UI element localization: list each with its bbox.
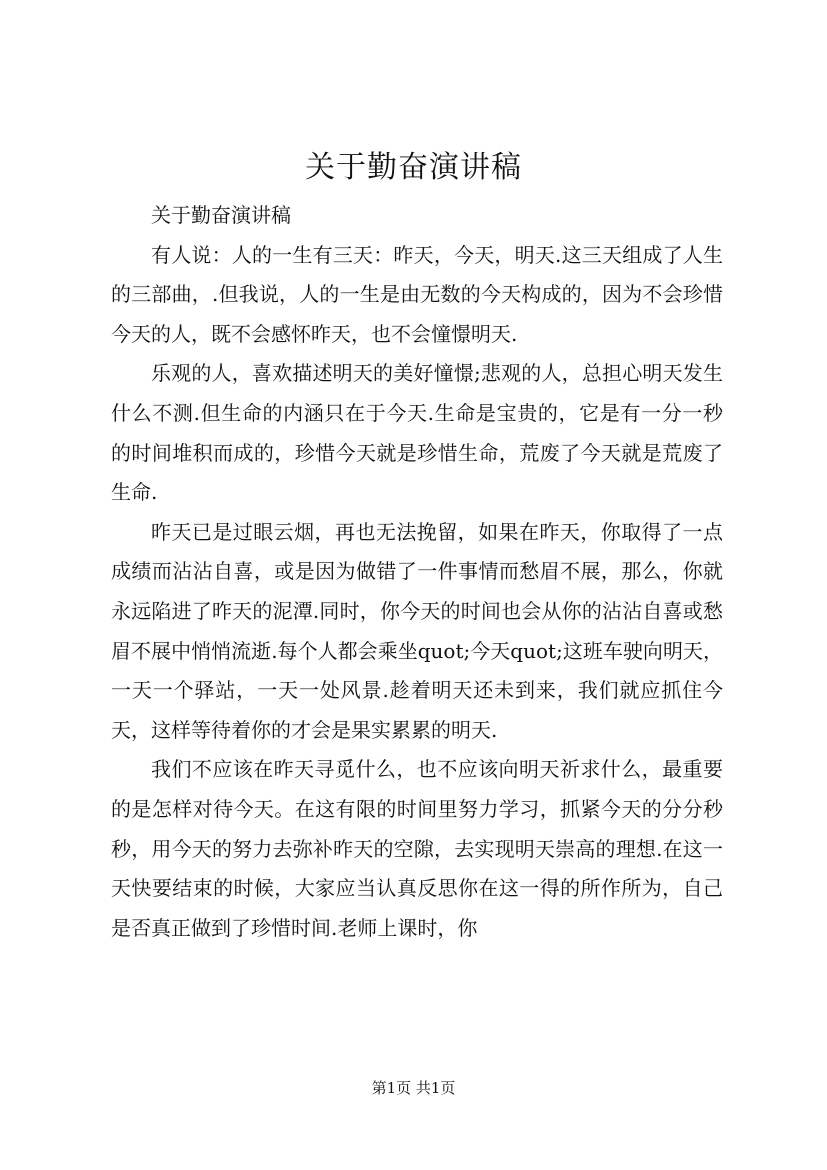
paragraph-3: 昨天已是过眼云烟，再也无法挽留，如果在昨天，你取得了一点成绩而沾沾自喜，或是因为做错了一件事情而愁眉不展，那么，你就永远陷进了昨天的泥潭.同时，你今天的时间也会从你的沾沾自喜或愁眉不展中悄悄流逝.每个人都会乘坐quot;今天quot;这班车驶向明天，一天一个驿站，一天一处风景.趁着明天还未到来，我们就应抓住今天，这样等待着你的才会是果实累累的明天. <box>111 519 723 742</box>
paragraph-1: 有人说：人的一生有三天：昨天，今天，明天.这三天组成了人生的三部曲，.但我说，人的一生是由无数的今天构成的，因为不会珍惜今天的人，既不会感怀昨天，也不会憧憬明天. <box>111 242 723 346</box>
paragraph-4: 我们不应该在昨天寻觅什么，也不应该向明天祈求什么，最重要的是怎样对待今天。在这有限的时间里努力学习，抓紧今天的分分秒秒，用今天的努力去弥补昨天的空隙，去实现明天崇高的理想.在这一天快要结束的时候，大家应当认真反思你在这一得的所作所为，自己是否真正做到了珍惜时间.老师上课时，你 <box>111 757 723 940</box>
document-body <box>111 196 723 948</box>
page-footer: 第1页 共1页 <box>371 1079 456 1097</box>
paragraph-subtitle: 关于勤奋演讲稿 <box>151 203 291 227</box>
paragraph-2: 乐观的人，喜欢描述明天的美好憧憬;悲观的人，总担心明天发生什么不测.但生命的内涵只在于今天.生命是宝贵的，它是有一分一秒的时间堆积而成的，珍惜今天就是珍惜生命，荒废了今天就是荒废了生命. <box>111 361 723 505</box>
document-title: 关于勤奋演讲稿 <box>305 150 522 185</box>
